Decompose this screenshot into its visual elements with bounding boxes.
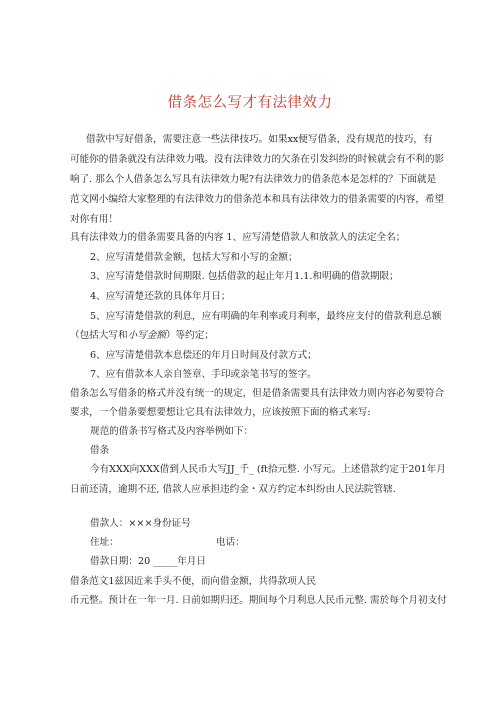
- paragraph-line: 币元整。预计在一年一月. 日前如期归还。期间每个月利息人民币元整. 需於每个月初支付: [70, 595, 447, 606]
- list-item: 7、应有借款本人亲自签章、手印或亲笔书写的签字。: [90, 369, 317, 380]
- list-item-continuation: [70, 329, 214, 342]
- paragraph-line: 借款中写好借条，需要注意一些法律技巧。如果xx便写借条，没有规范的技巧，有: [86, 134, 433, 145]
- form-line: 住址：: [90, 537, 119, 548]
- italic-run: 小写金额: [127, 330, 166, 341]
- form-line: 借款日期：20 _____年月日: [90, 556, 206, 567]
- paragraph-line: 要求，一个借条要想要想让它具有法律效力，应该按照下面的格式来写:: [70, 407, 371, 418]
- text-run: （包括大写和: [70, 330, 128, 341]
- paragraph-line: 规范的借条书写格式及内容举例如下：: [90, 426, 254, 437]
- paragraph-line: 响了. 那么个人借条怎么写具有法律效力呢?有法律效力的借条范本是怎样的？下面就是: [70, 174, 437, 185]
- list-item: 2、应写清楚借款金额，包括大写和小写的金额；: [90, 252, 298, 263]
- list-item: 3、应写清楚借款时间期限. 包括借款的起止年月1.1.和明确的借款期限；: [90, 271, 399, 282]
- list-item: 5、应写清楚借款的利息，应有明确的年利率或月利率，最终应支付的借款利息总额: [90, 311, 442, 322]
- paragraph-line: 日前还清，逾期不还, 借款人应承担违约金・双方约定本纠纷由人民法院管辖.: [70, 484, 396, 495]
- paragraph-line: 今有XXX向XXX借到人民币大写JJ_千_ (ft拾元整. 小写元。上述借款约定于201年月: [90, 464, 446, 475]
- form-line: 电话：: [216, 537, 245, 548]
- paragraph-line: 具有法律效力的借条需要具备的内容 1、应写清楚借款人和放款人的法定全名；: [70, 232, 406, 243]
- paragraph-line: 可能你的借条就没有法律效力哦。没有法律效力的欠条在引发纠纷的时候就会有不利的影: [70, 154, 445, 165]
- paragraph-line: 范文网小编给大家整理的有法律效力的借条范本和具有法律效力的借条需要的内容，希望: [70, 194, 445, 205]
- form-line: 借款人：×××身份证号: [90, 518, 191, 529]
- section-heading: 借条: [90, 445, 110, 456]
- list-item: 4、应写清楚还款的具体年月日；: [90, 291, 231, 302]
- paragraph-line: 借条怎么写借条的格式并没有统一的规定，但是借条需要具有法律效力则内容必匆要符合: [70, 388, 445, 399]
- paragraph-line: 借条范文1兹因近来手头不便，而向借金额，共得款项人民: [70, 576, 316, 587]
- text-run: ）等约定；: [165, 330, 214, 341]
- paragraph-line: 对你有用！: [70, 214, 118, 225]
- page-title: 借条怎么写才有法律效力: [167, 95, 333, 111]
- list-item: 6、应写清楚借款本息偿还的年月日时间及付款方式；: [90, 350, 317, 361]
